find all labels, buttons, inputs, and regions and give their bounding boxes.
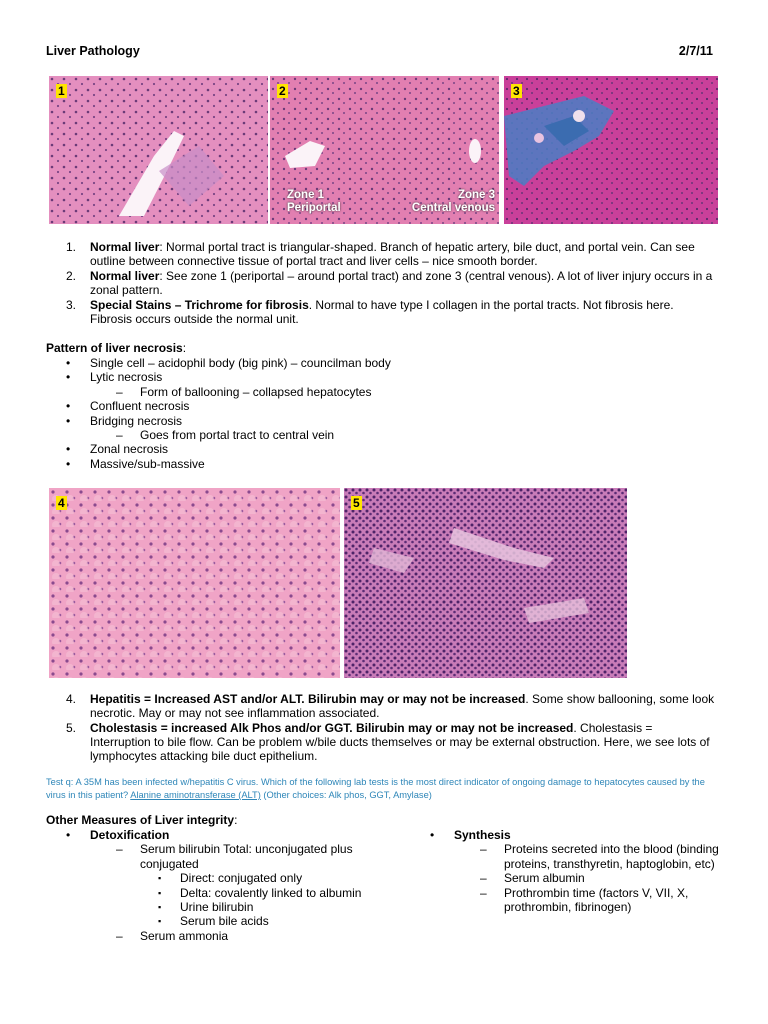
list-item: – Serum albumin [430,871,730,885]
list-item: 2. Normal liver: See zone 1 (periportal – around portal tract) and zone 3 (central venous). A lot of liver injury occurs in a zonal pattern. [66,269,713,297]
image-descriptions-top [66,240,716,327]
list-item: 5. Cholestasis = increased Alk Phos and/or GGT. Bilirubin may or may not be increased. Cholestasis = Interruption to bile flow. Can be problem w/bile ducts themselves or may be external obstruction. Here, we see lots of lymphocytes attacking bile duct epithelium. [66,721,710,763]
histology-image-3 [504,76,718,224]
list-item: ▪ Serum bile acids [66,914,396,928]
list-item: ▪ Urine bilirubin [66,900,396,914]
list-item: 4. Hepatitis = Increased AST and/or ALT. Bilirubin may or may not be increased. Some show ballooning, some look necrotic. May or may not see inflammation associated. [66,692,715,720]
detoxification-column [66,828,396,943]
list-item: – Proteins secreted into the blood (binding proteins, transthyretin, haptoglobin, etc) [430,842,730,871]
document-title: Liver Pathology [46,44,140,58]
list-item: • Massive/sub-massive [66,457,391,471]
necrosis-list [66,356,391,471]
other-measures-title: Other Measures of Liver integrity: [46,813,238,827]
necrosis-section-title: Pattern of liver necrosis: [46,341,187,355]
list-item: • Detoxification [66,828,396,842]
list-item: • Synthesis [430,828,730,842]
histology-image-5 [344,488,627,678]
test-question: Test q: A 35M has been infected w/hepatitis C virus. Which of the following lab tests is the most direct indicator of ongoing damage to hepatocytes caused by the virus in this patient? Alanine aminotransferase (ALT) (Other choices: Alk phos, GGT, Amylase) [46,777,705,800]
histology-image-1 [49,76,268,224]
image-badge: 3 [513,84,520,98]
list-item: • Bridging necrosis [66,414,391,428]
histology-image-4 [49,488,340,678]
list-item: • Lytic necrosis [66,370,391,384]
list-item: • Single cell – acidophil body (big pink) – councilman body [66,356,391,370]
image-badge: 4 [58,496,65,510]
zone-1-label: Zone 1 Periportal [287,189,341,214]
list-item: – Prothrombin time (factors V, VII, X, prothrombin, fibrinogen) [430,886,730,915]
list-item: ▪ Direct: conjugated only [66,871,396,885]
document-date: 2/7/11 [678,44,713,58]
list-item: – Form of ballooning – collapsed hepatocytes [66,385,391,399]
test-answer: Alanine aminotransferase (ALT) [130,790,261,800]
list-item: ▪ Delta: covalently linked to albumin [66,886,396,900]
histology-image-2 [270,76,499,224]
list-item: • Confluent necrosis [66,399,391,413]
synthesis-column [430,828,730,914]
list-item: 3. Special Stains – Trichrome for fibrosis. Normal to have type I collagen in the portal tracts. Not fibrosis here. Fibrosis occurs outside the normal unit. [66,298,674,326]
image-badge: 1 [58,84,65,98]
image-badge: 5 [353,496,360,510]
list-item: 1. Normal liver: Normal portal tract is triangular-shaped. Branch of hepatic artery, bile duct, and portal vein. Can see outline between connective tissue of portal tract and liver cells – nice smooth border. [66,240,695,268]
list-item: – Serum ammonia [66,929,396,943]
zone-3-label: Zone 3 Central venous [411,189,495,214]
image-badge: 2 [279,84,286,98]
image-descriptions-mid [66,692,716,764]
list-item: • Zonal necrosis [66,442,391,456]
list-item: – Goes from portal tract to central vein [66,428,391,442]
list-item: – Serum bilirubin Total: unconjugated plus conjugated [66,842,396,871]
